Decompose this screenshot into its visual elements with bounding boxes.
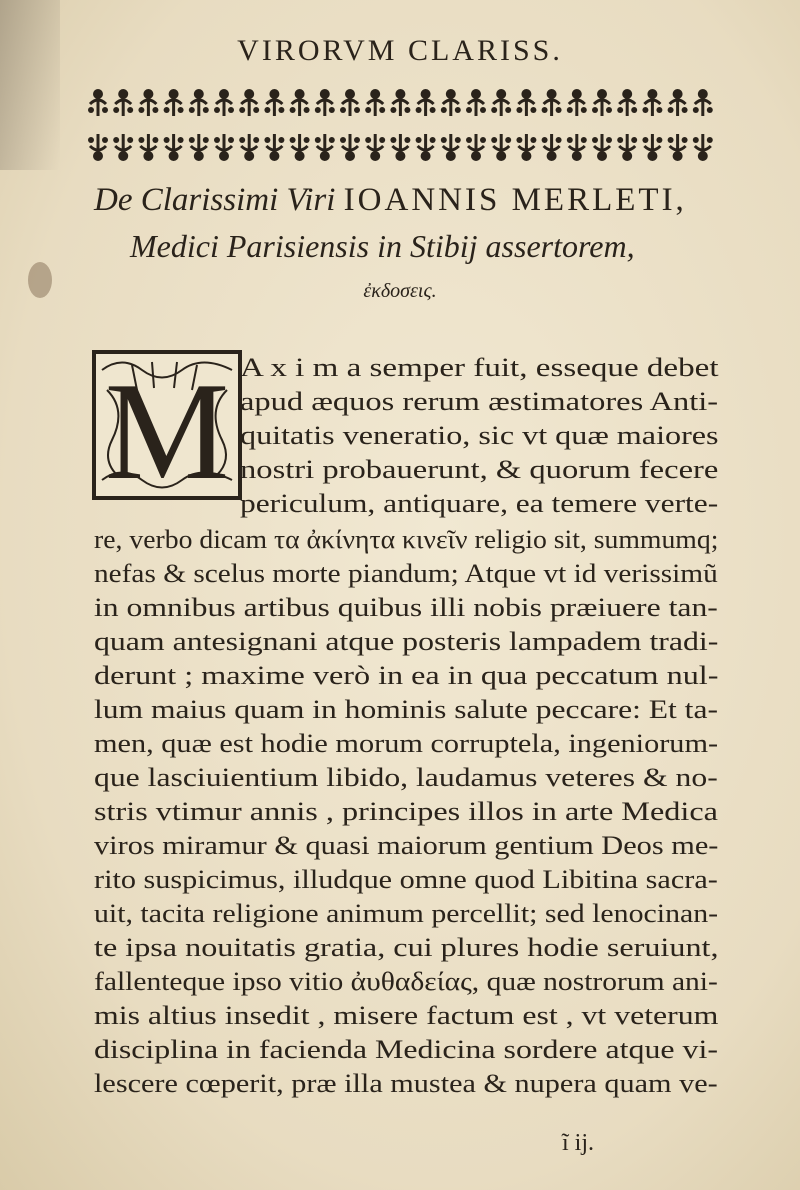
text-line: apud æquos rerum æstimatores Anti- [240,386,719,416]
text-line: uit, tacita religione animum percellit; sed lenocinan- [94,898,719,928]
title-prefix: De Clarissimi Viri [94,182,336,218]
text-line: disciplina in facienda Medicina sordere atque vi- [94,1034,719,1064]
title-name: IOANNIS MERLETI, [343,182,687,218]
text-line: te ipsa nouitatis gratia, cui plures hodie seruiunt, [94,932,719,962]
text-line: fallenteque ipso vitio ἀυθαδείας, quæ nostrorum ani- [94,966,718,996]
text-line: rito suspicimus, illudque omne quod Libitina sacra- [94,864,718,894]
page-edge-shadow [0,0,60,170]
text-line: viros miramur & quasi maiorum gentium Deos me- [94,830,719,860]
text-line: lescere cœperit, præ illa mustea & nupera quam ve- [94,1068,718,1098]
text-line: lum maius quam in hominis salute peccare: Et ta- [94,694,718,724]
text-line: re, verbo dicam τα ἀκίνητα κινεῖν religio sit, summumq; [94,524,719,554]
text-line: quam antesignani atque posteris lampadem tradi- [94,626,719,656]
decorated-initial-m [92,350,242,500]
running-head: VIRORVM CLARISS. [237,34,563,67]
text-line: nostri probauerunt, & quorum fecere [240,454,719,484]
text-line: in omnibus artibus quibus illi nobis præiuere tan- [94,592,718,622]
text-line: periculum, antiquare, ea temere verte- [240,488,719,518]
title-line-2: Medici Parisiensis in Stibij assertorem, [130,228,635,264]
text-line: que lasciuientium libido, laudamus veteres & no- [94,762,718,792]
title-line-1 [94,182,724,219]
text-line: derunt ; maxime verò in ea in qua peccatum nul- [94,660,719,690]
signature-mark: ĩ ij. [562,1130,595,1156]
text-line: quitatis veneratio, sic vt quæ maiores [240,420,719,450]
fleuron-border-ornament [86,86,718,162]
text-line: nefas & scelus morte piandum; Atque vt id verissimũ [94,558,718,588]
text-line: stris vtimur annis , principes illos in arte Medica [94,796,718,826]
text-line: men, quæ est hodie morum corruptela, ingeniorum- [94,728,719,758]
text-line: A x i m a semper fuit, esseque debet [240,352,719,382]
subheading: ἐκδοσεις. [363,280,437,302]
text-line: mis altius insedit , misere factum est , vt veterum [94,1000,719,1030]
initial-letter: M [104,354,230,500]
